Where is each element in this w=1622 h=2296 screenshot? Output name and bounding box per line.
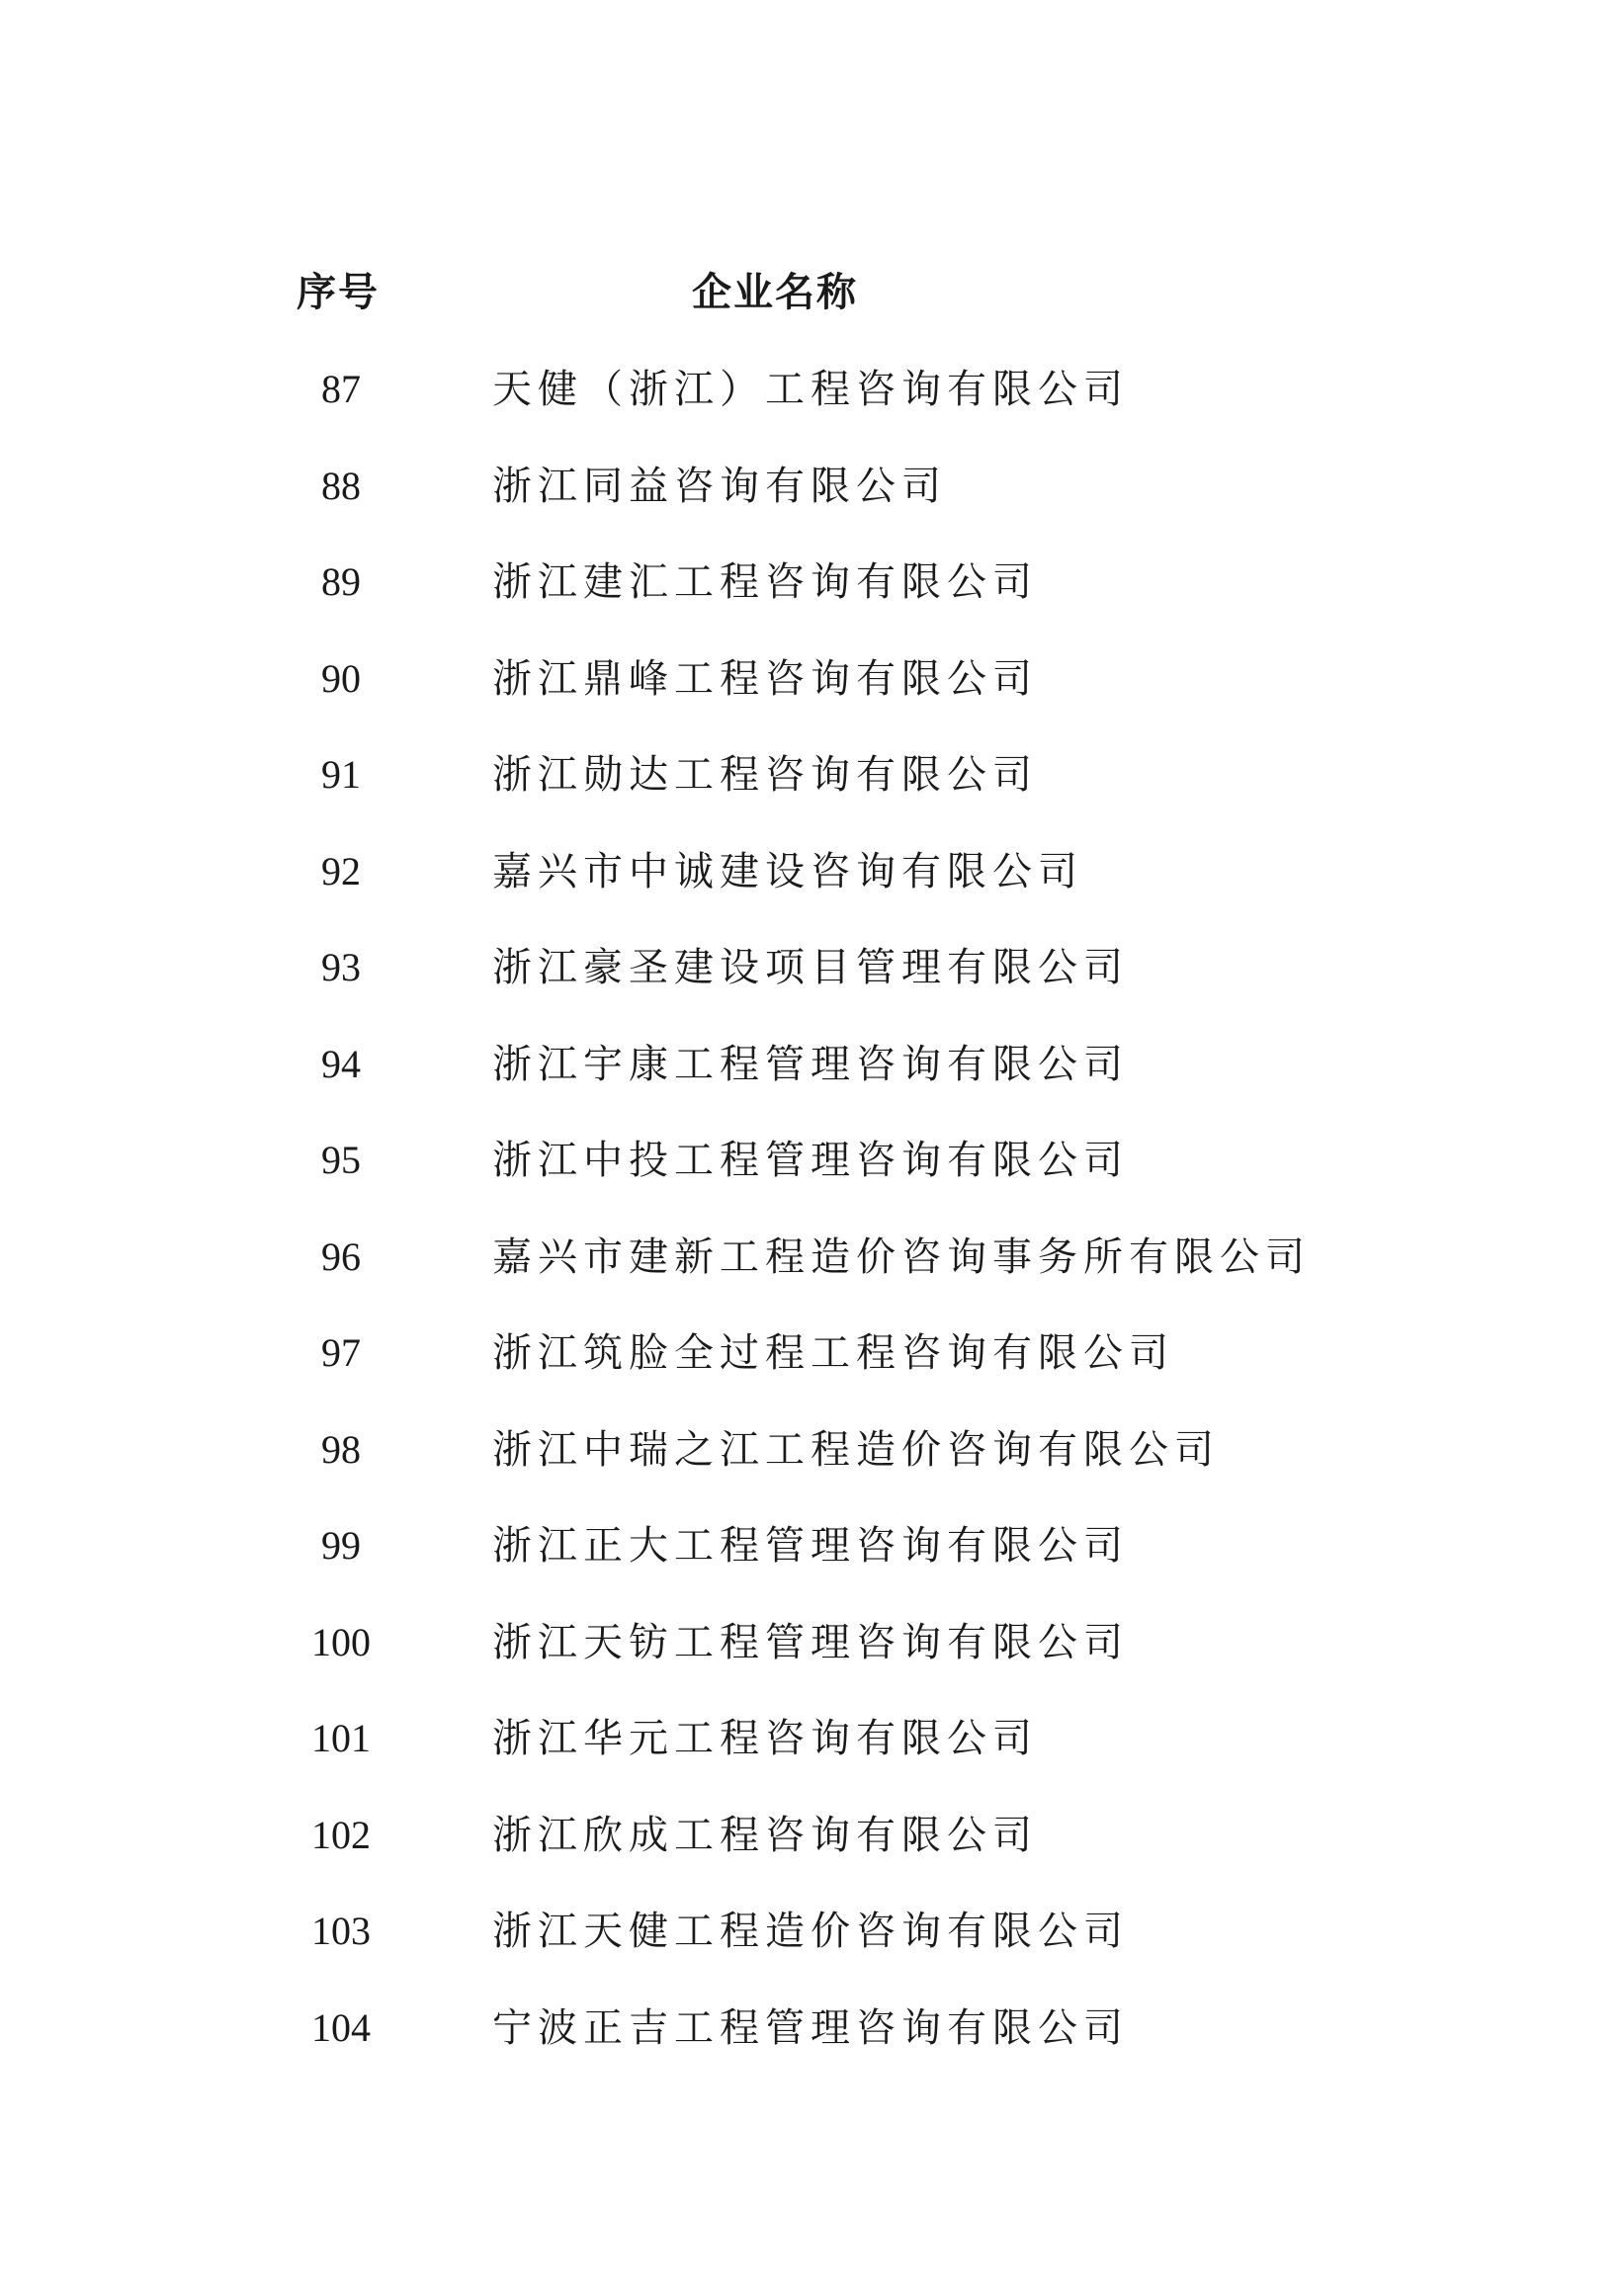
row-company-name: 浙江正大工程管理咨询有限公司 [492, 1523, 1129, 1569]
table-row [0, 1709, 1622, 1806]
table-row [0, 553, 1622, 649]
table-row [0, 938, 1622, 1035]
table-row [0, 1516, 1622, 1613]
row-company-name: 浙江天钫工程管理咨询有限公司 [492, 1619, 1129, 1665]
table-row [0, 842, 1622, 939]
table-row [0, 1131, 1622, 1228]
header-sequence-number: 序号 [297, 270, 380, 315]
table-row [0, 1228, 1622, 1324]
row-sequence-number: 94 [321, 1041, 361, 1086]
table-row [0, 457, 1622, 553]
table-row [0, 1902, 1622, 1998]
row-sequence-number: 89 [321, 559, 361, 604]
table-header [0, 263, 1622, 322]
row-sequence-number: 97 [321, 1330, 361, 1375]
row-sequence-number: 103 [311, 1909, 371, 1953]
row-sequence-number: 98 [321, 1426, 361, 1472]
table-row [0, 1420, 1622, 1517]
row-sequence-number: 92 [321, 848, 361, 893]
row-company-name: 浙江筑脸全过程工程咨询有限公司 [492, 1330, 1174, 1376]
row-company-name: 天健（浙江）工程咨询有限公司 [492, 367, 1129, 412]
table-row [0, 360, 1622, 457]
row-sequence-number: 91 [321, 752, 361, 797]
row-sequence-number: 87 [321, 367, 361, 411]
row-sequence-number: 100 [311, 1619, 371, 1664]
row-company-name: 浙江勋达工程咨询有限公司 [492, 752, 1038, 798]
row-company-name: 浙江中投工程管理咨询有限公司 [492, 1138, 1129, 1183]
row-company-name: 浙江宇康工程管理咨询有限公司 [492, 1041, 1129, 1087]
row-sequence-number: 99 [321, 1523, 361, 1568]
row-company-name: 浙江同益咨询有限公司 [492, 463, 947, 509]
header-company-name: 企业名称 [692, 270, 858, 315]
row-sequence-number: 93 [321, 945, 361, 989]
row-company-name: 嘉兴市中诚建设咨询有限公司 [492, 848, 1083, 894]
row-company-name: 浙江鼎峰工程咨询有限公司 [492, 655, 1038, 702]
row-sequence-number: 95 [321, 1138, 361, 1182]
row-company-name: 浙江中瑞之江工程造价咨询有限公司 [492, 1426, 1220, 1473]
table-row [0, 1035, 1622, 1132]
row-company-name: 宁波正吉工程管理咨询有限公司 [492, 2004, 1129, 2051]
table-row [0, 745, 1622, 842]
row-company-name: 嘉兴市建新工程造价咨询事务所有限公司 [492, 1233, 1311, 1280]
table-row [0, 1323, 1622, 1420]
row-company-name: 浙江华元工程咨询有限公司 [492, 1716, 1038, 1761]
table-row [0, 1998, 1622, 2095]
company-list [0, 360, 1622, 2094]
row-company-name: 浙江欣成工程咨询有限公司 [492, 1812, 1038, 1858]
row-sequence-number: 101 [311, 1716, 371, 1760]
row-sequence-number: 104 [311, 2004, 371, 2050]
row-sequence-number: 96 [321, 1233, 361, 1279]
row-company-name: 浙江建汇工程咨询有限公司 [492, 559, 1038, 605]
row-company-name: 浙江天健工程造价咨询有限公司 [492, 1909, 1129, 1954]
row-sequence-number: 88 [321, 463, 361, 508]
row-company-name: 浙江豪圣建设项目管理有限公司 [492, 945, 1129, 990]
row-sequence-number: 90 [321, 655, 361, 701]
table-row [0, 1806, 1622, 1903]
table-row [0, 649, 1622, 746]
row-sequence-number: 102 [311, 1812, 371, 1857]
table-row [0, 1613, 1622, 1710]
